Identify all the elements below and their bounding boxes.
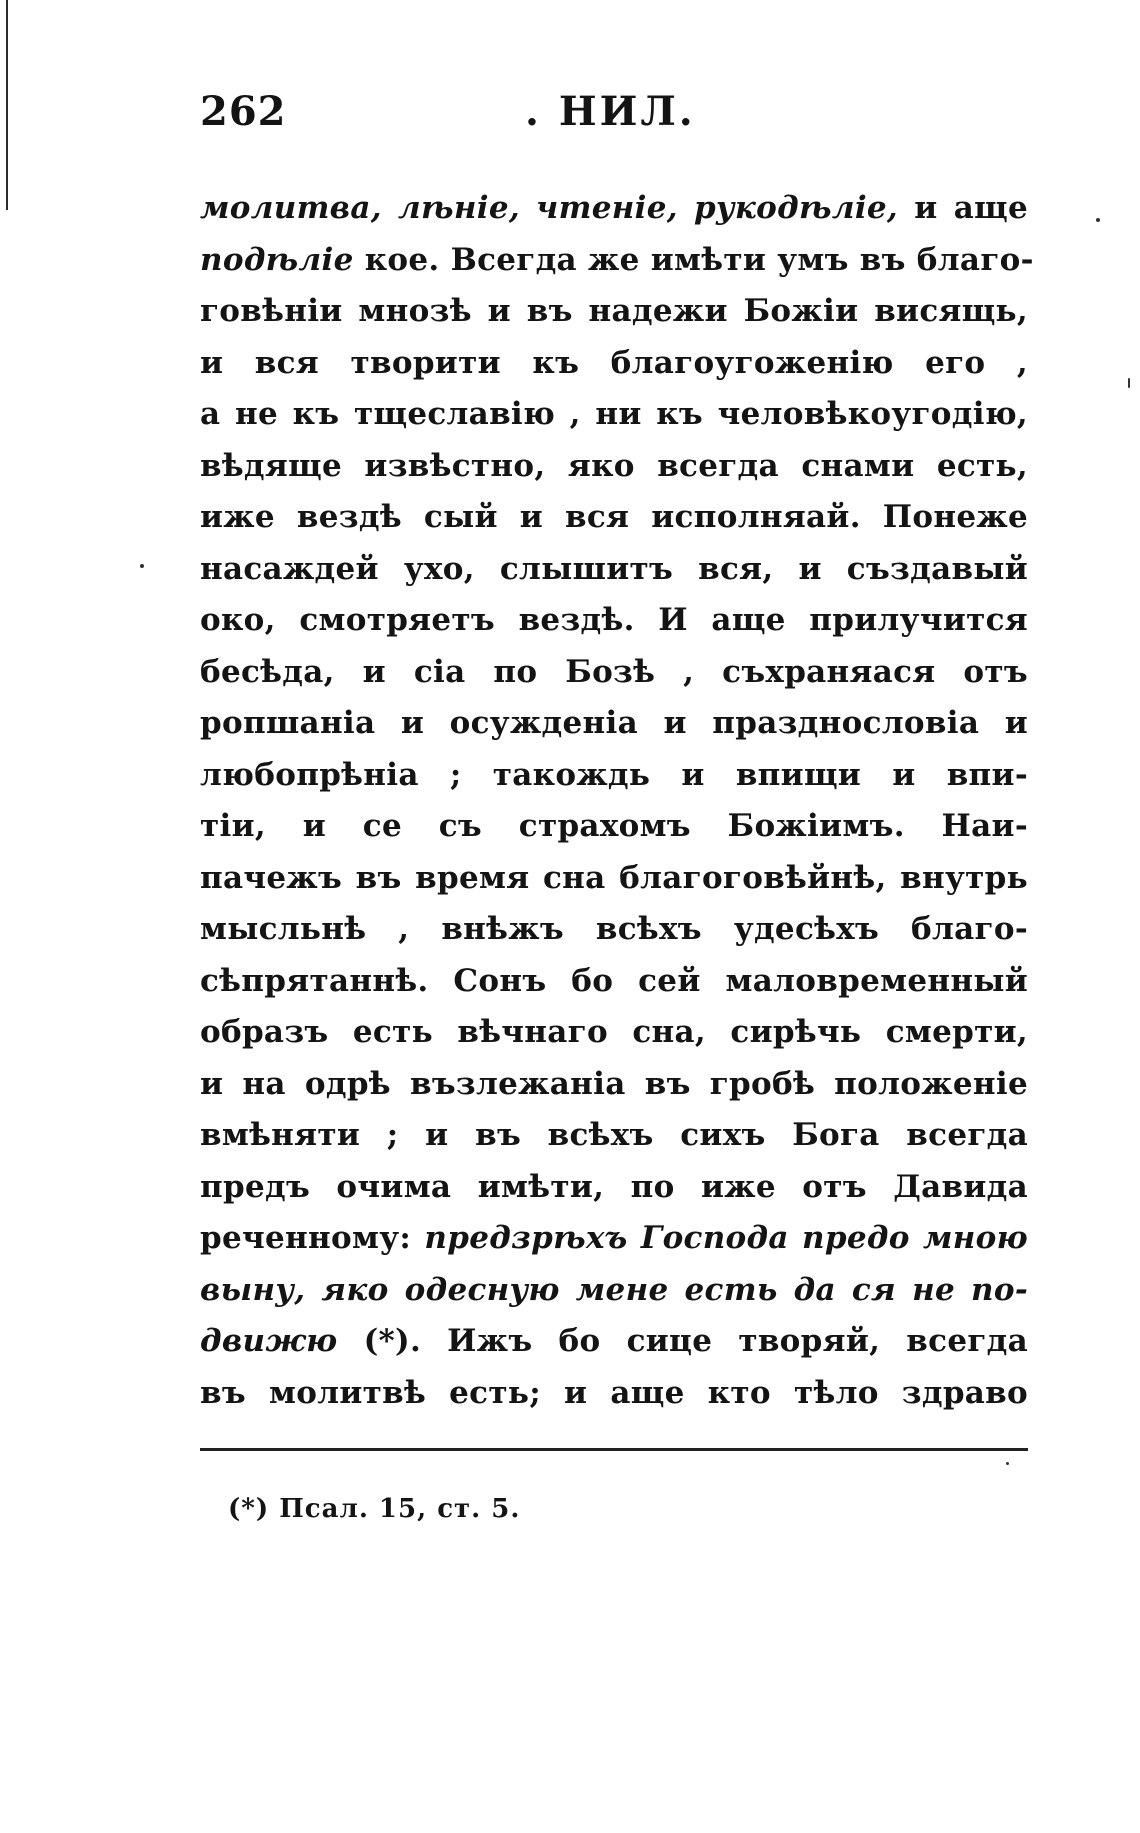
- text-segment: бесѣда, и сіа по Бозѣ , съхраняася отъ: [200, 653, 1028, 690]
- text-line: [200, 1213, 1028, 1265]
- text-line: [200, 389, 1028, 441]
- text-line: [200, 1368, 1028, 1420]
- italic-text-segment: предзрѣхъ Господа предо мною: [424, 1220, 1028, 1256]
- text-segment: въ молитвѣ есть; и аще кто тѣло здраво: [200, 1374, 1028, 1411]
- page-edge-line: [6, 0, 8, 210]
- print-speck: [140, 564, 144, 568]
- text-segment: и аще: [898, 190, 1028, 226]
- text-segment: пачежъ въ время сна благоговѣйнѣ, внутрь: [200, 859, 1028, 896]
- text-segment: любопрѣніа ; такождь и впищи и впи-: [200, 756, 1028, 793]
- page-header: [200, 88, 980, 148]
- text-line: [200, 235, 1034, 287]
- footnote: (*) Псал. 15, ст. 5.: [228, 1494, 521, 1524]
- text-segment: вѣдяще извѣстно, яко всегда снами есть,: [200, 447, 1028, 484]
- page-number: 262: [200, 88, 287, 135]
- text-line: [200, 595, 1028, 647]
- text-segment: иже вездѣ сый и вся исполняай. Понеже: [200, 499, 1028, 535]
- text-segment: образъ есть вѣчнаго сна, сирѣчь смерти,: [200, 1014, 1028, 1050]
- text-line: [200, 750, 1028, 802]
- text-line: [200, 1007, 1028, 1059]
- text-line: [200, 853, 1028, 905]
- text-segment: и вся творити къ благоугоженію его ,: [200, 344, 1028, 381]
- text-line: [200, 183, 1028, 235]
- print-speck: [1006, 1462, 1009, 1465]
- text-line: [200, 492, 1028, 544]
- text-segment: ропшаніа и осужденіа и празднословіа и: [200, 705, 1028, 741]
- text-segment: тіи, и се съ страхомъ Божіимъ. Наи-: [200, 808, 1028, 844]
- text-line: [200, 1162, 1028, 1214]
- italic-text-segment: движю: [200, 1323, 338, 1359]
- text-segment: око, смотряетъ вездѣ. И аще прилучится: [200, 602, 1028, 638]
- text-line: [200, 544, 1028, 596]
- text-line: [200, 338, 1028, 390]
- text-segment: вмѣняти ; и въ всѣхъ сихъ Бога всегда: [200, 1117, 1028, 1153]
- text-segment: предъ очима имѣти, по иже отъ Давида: [200, 1168, 1028, 1205]
- text-segment: а не къ тщеславію , ни къ человѣкоугодію,: [200, 396, 1028, 432]
- print-speck: [1096, 218, 1100, 222]
- footnote-separator: [200, 1448, 1028, 1451]
- text-segment: реченному:: [200, 1220, 425, 1256]
- italic-text-segment: молитва, лѣніе, чтеніе, рукодѣліе,: [200, 190, 899, 226]
- text-segment: (*). Ижъ бо сице творяй, всегда: [337, 1323, 1028, 1359]
- text-segment: говѣніи мнозѣ и въ надежи Божіи висящь,: [200, 293, 1028, 329]
- text-line: [200, 286, 1028, 338]
- running-head: . НИЛ.: [525, 88, 696, 135]
- text-line: [200, 1110, 1028, 1162]
- text-line: [200, 956, 1028, 1008]
- text-line: [200, 1265, 1028, 1317]
- text-segment: насаждей ухо, слышитъ вся, и създавый: [200, 550, 1028, 587]
- print-speck: [1128, 378, 1130, 388]
- text-line: [200, 647, 1028, 699]
- text-segment: мысльнѣ , внѣжъ всѣхъ удесѣхъ благо-: [200, 911, 1028, 947]
- italic-text-segment: выну, яко одесную мене есть да ся не по-: [200, 1271, 1028, 1308]
- italic-text-segment: подѣліе: [200, 241, 354, 278]
- text-line: [200, 1316, 1028, 1368]
- text-line: [200, 904, 1028, 956]
- text-segment: сѣпрятаннѣ. Сонъ бо сей маловременный: [200, 962, 1028, 999]
- text-line: [200, 441, 1028, 493]
- text-segment: и на одрѣ възлежаніа въ гробѣ положеніе: [200, 1065, 1028, 1102]
- text-line: [200, 698, 1028, 750]
- text-segment: кое. Всегда же имѣти умъ въ благо-: [353, 241, 1034, 278]
- text-line: [200, 1059, 1028, 1111]
- body-text: [200, 183, 1034, 1419]
- text-line: [200, 801, 1028, 853]
